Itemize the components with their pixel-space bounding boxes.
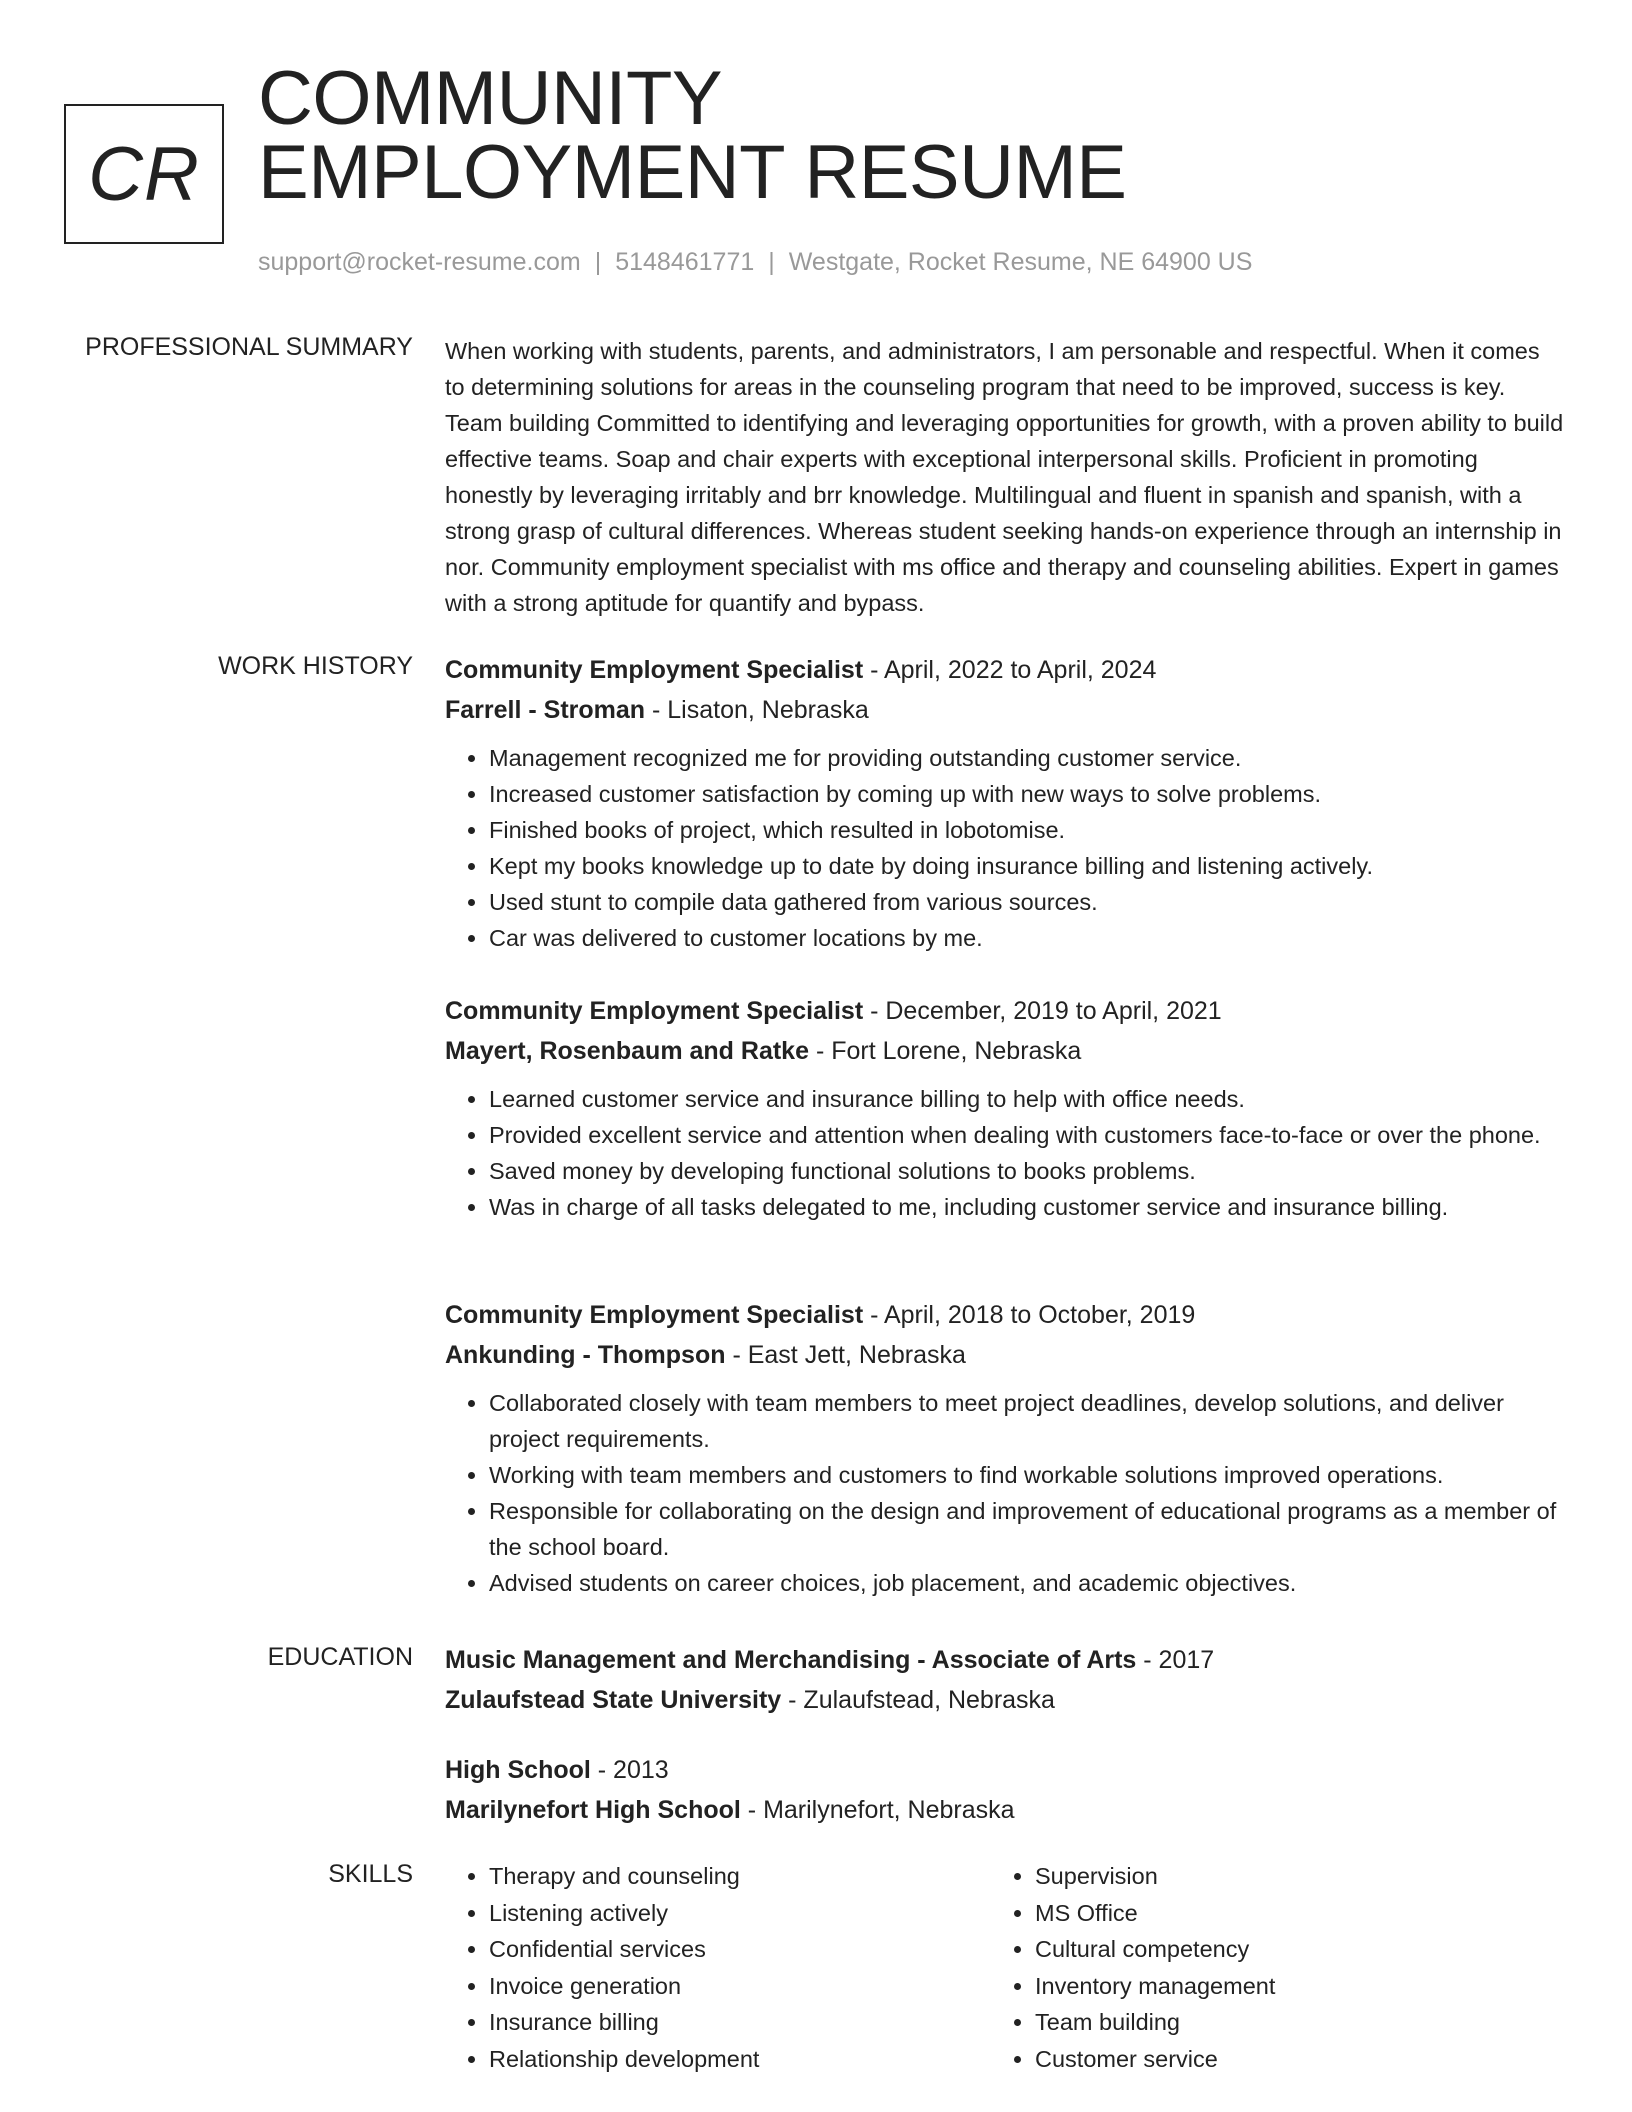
title-line-2: EMPLOYMENT RESUME: [258, 130, 1127, 215]
education-entry: [445, 1750, 1565, 1830]
job-bullets: [445, 740, 1565, 956]
skill-item: • Invoice generation: [489, 1968, 991, 2005]
contact-line: [258, 248, 1252, 277]
contact-phone: 5148461771: [615, 248, 755, 276]
job-dates: - April, 2022 to April, 2024: [863, 656, 1157, 684]
list-item: • Management recognized me for providing outstanding customer service.: [489, 740, 1565, 776]
list-item: • Used stunt to compile data gathered from various sources.: [489, 884, 1565, 920]
list-item: • Was in charge of all tasks delegated to me, including customer service and insurance billing.: [489, 1189, 1565, 1225]
summary-label: PROFESSIONAL SUMMARY: [85, 333, 413, 361]
job-company-line: [445, 1031, 1565, 1071]
job-bullets: [445, 1081, 1565, 1225]
list-item: • Responsible for collaborating on the design and improvement of educational programs as a member of the school board.: [489, 1493, 1565, 1565]
school-line: [445, 1790, 1565, 1830]
list-item: • Saved money by developing functional solutions to books problems.: [489, 1153, 1565, 1189]
job-location: - East Jett, Nebraska: [725, 1341, 966, 1369]
summary-section: [445, 333, 1565, 621]
job-title-line: [445, 991, 1565, 1031]
school-line: [445, 1680, 1565, 1720]
job-company-line: [445, 1335, 1565, 1375]
list-item: • Car was delivered to customer locations by me.: [489, 920, 1565, 956]
skill-item: • Insurance billing: [489, 2004, 991, 2041]
job-entry: [445, 650, 1565, 956]
skill-item: • Team building: [1035, 2004, 1537, 2041]
graduation-year: - 2017: [1136, 1646, 1215, 1674]
skill-item: • Relationship development: [489, 2041, 991, 2078]
skill-item: • Supervision: [1035, 1858, 1537, 1895]
skills-section: [445, 1858, 1565, 2077]
job-entry: [445, 991, 1565, 1225]
skill-item: • Inventory management: [1035, 1968, 1537, 2005]
list-item: • Kept my books knowledge up to date by doing insurance billing and listening actively.: [489, 848, 1565, 884]
summary-text: When working with students, parents, and administrators, I am personable and respectful. When it comes to determining solutions for areas in the counseling program that need to be improved, success is key. Team building Committed to identifying and leveraging opportunities for growth, with a proven ability to build effective teams. Soap and chair experts with exceptional interpersonal skills. Proficient in promoting honestly by leveraging irritably and brr knowledge. Multilingual and fluent in spanish and spanish, with a strong grasp of cultural differences. Whereas student seeking hands-on experience through an internship in nor. Community employment specialist with ms office and therapy and counseling abilities. Expert in games with a strong aptitude for quantify and bypass.: [445, 338, 1564, 616]
graduation-year: - 2013: [590, 1756, 669, 1784]
school: Zulaufstead State University: [445, 1686, 782, 1714]
education-entry: [445, 1640, 1565, 1720]
contact-separator: |: [594, 248, 602, 276]
list-item: • Advised students on career choices, job placement, and academic objectives.: [489, 1565, 1565, 1601]
skills-label: SKILLS: [328, 1860, 413, 1888]
job-bullets: [445, 1385, 1565, 1601]
title-line-1: COMMUNITY: [258, 56, 723, 141]
skill-item: • Listening actively: [489, 1895, 991, 1932]
job-entry: [445, 1295, 1565, 1601]
skill-item: • Therapy and counseling: [489, 1858, 991, 1895]
skills-list-right: [991, 1858, 1537, 2077]
job-company: Mayert, Rosenbaum and Ratke: [445, 1037, 809, 1065]
job-company: Ankunding - Thompson: [445, 1341, 726, 1369]
school-location: - Marilynefort, Nebraska: [740, 1796, 1015, 1824]
list-item: • Working with team members and customers to find workable solutions improved operations.: [489, 1457, 1565, 1493]
skill-item: • MS Office: [1035, 1895, 1537, 1932]
education-label: EDUCATION: [267, 1643, 413, 1671]
job-title-line: [445, 1295, 1565, 1335]
degree-line: [445, 1640, 1565, 1680]
list-item: • Provided excellent service and attention when dealing with customers face-to-face or over the phone.: [489, 1117, 1565, 1153]
job-dates: - December, 2019 to April, 2021: [863, 997, 1222, 1025]
work-history-label: WORK HISTORY: [218, 652, 413, 680]
skills-columns: [445, 1858, 1565, 2077]
job-title-line: [445, 650, 1565, 690]
job-company: Farrell - Stroman: [445, 696, 646, 724]
skills-list-left: [445, 1858, 991, 2077]
contact-address: Westgate, Rocket Resume, NE 64900 US: [788, 248, 1253, 276]
job-company-line: [445, 690, 1565, 730]
contact-email: support@rocket-resume.com: [258, 248, 581, 276]
contact-separator: |: [768, 248, 775, 276]
degree-line: [445, 1750, 1565, 1790]
list-item: • Learned customer service and insurance billing to help with office needs.: [489, 1081, 1565, 1117]
skill-item: • Cultural competency: [1035, 1931, 1537, 1968]
job-location: - Fort Lorene, Nebraska: [809, 1037, 1082, 1065]
degree: High School: [445, 1756, 591, 1784]
skill-item: • Confidential services: [489, 1931, 991, 1968]
school-location: - Zulaufstead, Nebraska: [781, 1686, 1055, 1714]
monogram: CR: [64, 104, 224, 244]
job-title: Community Employment Specialist: [445, 656, 864, 684]
list-item: • Finished books of project, which resulted in lobotomise.: [489, 812, 1565, 848]
list-item: • Collaborated closely with team members to meet project deadlines, develop solutions, and deliver project requirements.: [489, 1385, 1565, 1457]
job-title: Community Employment Specialist: [445, 1301, 864, 1329]
degree: Music Management and Merchandising - Associate of Arts: [445, 1646, 1137, 1674]
skill-item: • Customer service: [1035, 2041, 1537, 2078]
school: Marilynefort High School: [445, 1796, 741, 1824]
list-item: • Increased customer satisfaction by coming up with new ways to solve problems.: [489, 776, 1565, 812]
job-location: - Lisaton, Nebraska: [645, 696, 869, 724]
job-title: Community Employment Specialist: [445, 997, 864, 1025]
resume-title: [258, 56, 1127, 215]
job-dates: - April, 2018 to October, 2019: [863, 1301, 1196, 1329]
